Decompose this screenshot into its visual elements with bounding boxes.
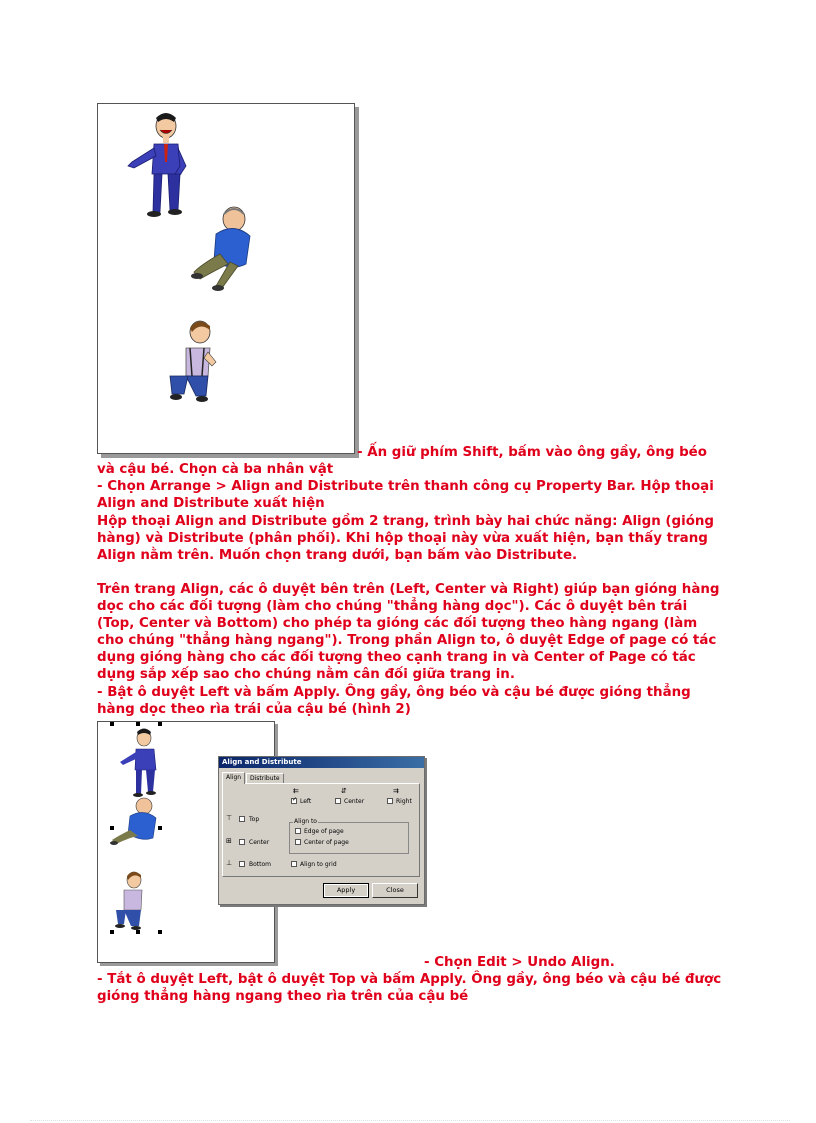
paragraph-line: dụng gióng hàng cho các đối tượng theo cạnh trang in và Center of Page có tác [97, 650, 696, 665]
paragraph-line: cho chúng "thẳng hàng ngang"). Trong phần Align to, ô duyệt Edge of page có tác [97, 633, 717, 648]
paragraph-line: - Tắt ô duyệt Left, bật ô duyệt Top và bấm Apply. Ông gầy, ông béo và cậu bé được [97, 972, 722, 987]
selection-handle [110, 722, 114, 726]
align-panel [222, 783, 420, 877]
dialog-title: Align and Distribute [219, 757, 424, 768]
align-to-label: Align to [294, 818, 317, 825]
selection-handle [158, 826, 162, 830]
figure-1-caption: - Ấn giữ phím Shift, bấm vào ông gầy, ông béo [357, 445, 707, 460]
selection-handle [136, 722, 140, 726]
selection-handle [158, 722, 162, 726]
align-to-grid-checkbox[interactable] [291, 861, 297, 867]
paragraph-line: hàng) và Distribute (phân phối). Khi hộp thoại này vừa xuất hiện, bạn thấy trang [97, 531, 708, 546]
bottom-checkbox[interactable] [239, 861, 245, 867]
thin-man-figure [128, 113, 186, 217]
paragraph-line: (Top, Center và Bottom) cho phép ta gióng các đối tượng theo hàng ngang (làm [97, 616, 698, 631]
bottom-label: Bottom [249, 861, 272, 868]
edge-of-page-checkbox[interactable] [295, 828, 301, 834]
right-checkbox[interactable] [387, 798, 393, 804]
paragraph-line: Align nằm trên. Muốn chọn trang dưới, bạn bấm vào Distribute. [97, 548, 578, 563]
paragraph-line: - Bật ô duyệt Left và bấm Apply. Ông gầy, ông béo và cậu bé được gióng thẳng [97, 685, 691, 700]
paragraph-line: dọc cho các đối tượng (làm cho chúng "thẳng hàng dọc"). Các ô duyệt bên trái [97, 599, 688, 614]
align-to-grid-label: Align to grid [300, 861, 337, 868]
align-top-icon: ⊤ [226, 814, 233, 822]
apply-button[interactable]: Apply [323, 883, 369, 898]
left-checkbox[interactable]: ✓ [292, 796, 298, 803]
thin-man-figure [120, 729, 156, 798]
paragraph-line: gióng thẳng hàng ngang theo rìa trên của cậu bé [97, 989, 469, 1004]
align-distribute-dialog [218, 756, 425, 905]
center-of-page-label: Center of page [304, 839, 349, 846]
selection-handle [110, 826, 114, 830]
paragraph-line: Hộp thoại Align and Distribute gồm 2 trang, trình bày hai chức năng: Align (gióng [97, 514, 715, 529]
tab-distribute[interactable]: Distribute [246, 773, 284, 784]
right-label: Right [396, 798, 412, 805]
cartoon-characters-illustration [98, 104, 354, 453]
align-middle-icon: ⊞ [226, 837, 232, 845]
align-right-icon: ⇉ [393, 787, 399, 795]
center-of-page-checkbox[interactable] [295, 839, 301, 845]
top-label: Top [249, 816, 260, 823]
align-to-group [289, 822, 409, 854]
figure-1-page [97, 103, 355, 454]
top-checkbox[interactable] [239, 816, 245, 822]
center-v-label: Center [249, 839, 270, 846]
close-button[interactable]: Close [372, 883, 418, 898]
left-label: Left [300, 798, 312, 805]
selection-handle [158, 930, 162, 934]
center-h-label: Center [344, 798, 365, 805]
paragraph-line: - Chọn Arrange > Align and Distribute trên thanh công cụ Property Bar. Hộp thoại [97, 479, 714, 494]
page-footer-rule [30, 1120, 790, 1121]
paragraph-line: Align and Distribute xuất hiện [97, 496, 325, 511]
align-center-icon: ⇵ [341, 787, 347, 795]
fat-man-figure [110, 798, 156, 845]
center-v-checkbox[interactable] [239, 839, 245, 845]
align-bottom-icon: ⊥ [226, 859, 233, 867]
fat-man-figure [191, 207, 250, 291]
paragraph-line: và cậu bé. Chọn cà ba nhân vật [97, 462, 334, 477]
tab-align[interactable]: Align [222, 772, 245, 784]
selection-handle [110, 930, 114, 934]
center-h-checkbox[interactable] [335, 798, 341, 804]
boy-figure [115, 872, 142, 930]
boy-figure [170, 321, 216, 402]
paragraph-line: - Chọn Edit > Undo Align. [424, 955, 615, 970]
paragraph-line: Trên trang Align, các ô duyệt bên trên (Left, Center và Right) giúp bạn gióng hàng [97, 582, 720, 597]
align-left-icon: ⇇ [293, 787, 299, 795]
paragraph-line: dụng sắp xếp sao cho chúng nằm cân đối giữa trang in. [97, 667, 515, 682]
paragraph-line: hàng dọc theo rìa trái của cậu bé (hình 2) [97, 702, 411, 717]
selection-handle [136, 930, 140, 934]
edge-of-page-label: Edge of page [304, 828, 344, 835]
